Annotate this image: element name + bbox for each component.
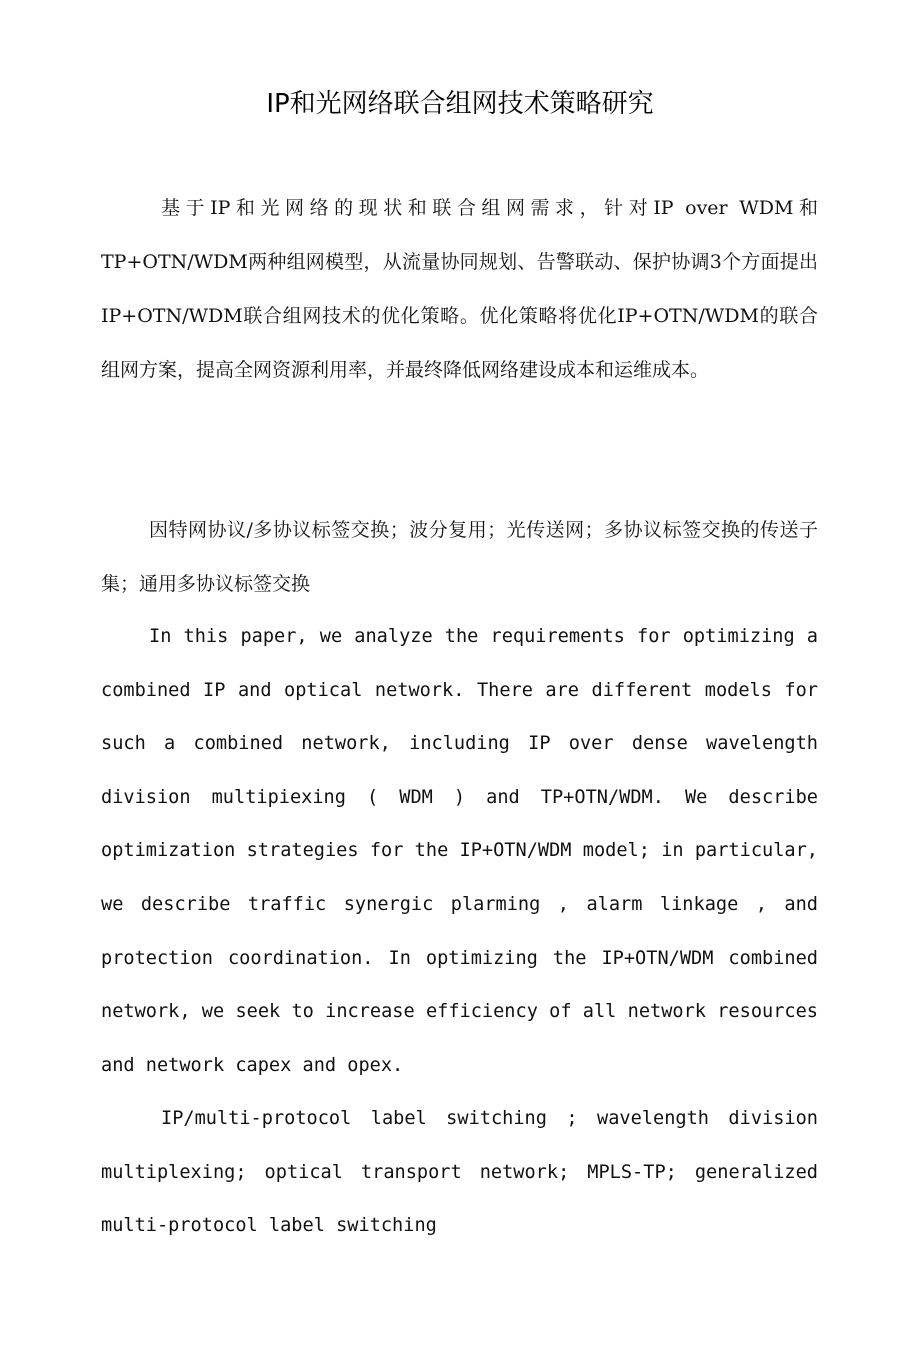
document-title: IP和光网络联合组网技术策略研究 <box>266 89 654 119</box>
chinese-keywords: 因特网协议/多协议标签交换；波分复用；光传送网；多协议标签交换的传送子集；通用多协议标签交换 <box>101 519 818 595</box>
english-abstract: In this paper, we analyze the requirements for optimizing a combined IP and optical network. There are different models for such a combined network, including IP over dense wavelength division multipiexing ( WDM ) and TP+OTN/WDM. We describe optimization strategies for the IP+OTN/WDM model; in particular, we describe traffic synergic plarming , alarm linkage , and protection coordination. In optimizing the IP+OTN/WDM combined network, we seek to increase efficiency of all network resources and network capex and opex. <box>101 626 818 1076</box>
english-keywords: IP/multi-protocol label switching ; wavelength division multiplexing; optical transport network; MPLS-TP; generalized multi-protocol label switching <box>101 1108 818 1237</box>
chinese-abstract: 基于IP和光网络的现状和联合组网需求，针对IP over WDM和TP+OTN/WDM两种组网模型，从流量协同规划、告警联动、保护协调3个方面提出IP+OTN/WDM联合组网技术的优化策略。优化策略将优化IP+OTN/WDM的联合组网方案，提高全网资源利用率，并最终降低网络建设成本和运维成本。 <box>101 197 818 381</box>
